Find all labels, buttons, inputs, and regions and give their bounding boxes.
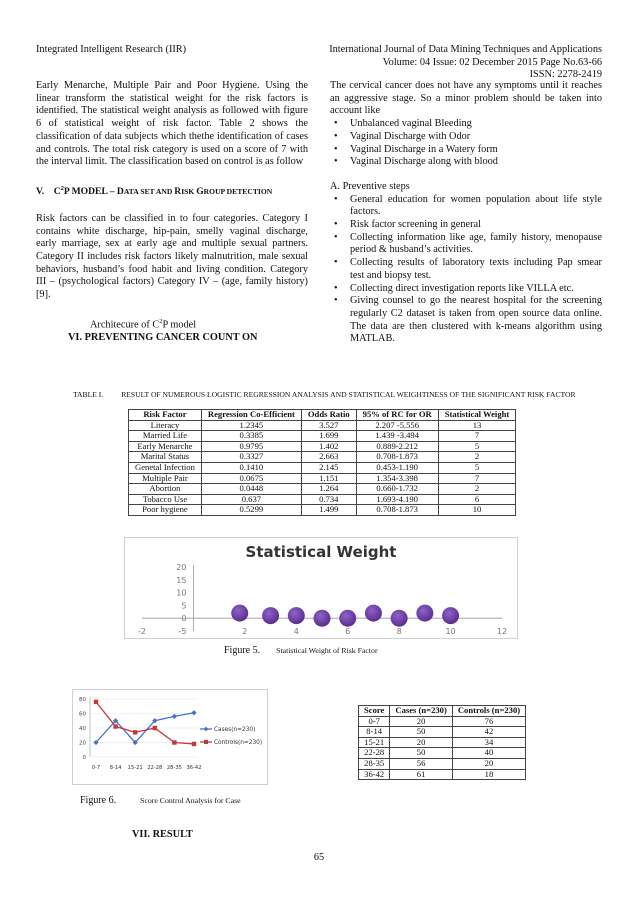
table-1-caption (73, 390, 576, 399)
table-cell: 7 (438, 431, 516, 442)
symptom-item: • Vaginal Discharge with Odor (330, 131, 602, 144)
y-tick-label: -5 (178, 627, 187, 636)
table-cell: 1.354-3.398 (356, 473, 438, 484)
table-cell: 42 (452, 727, 525, 738)
x-tick-label: 2 (242, 627, 248, 636)
figure-5-label: Figure 5. (224, 645, 261, 656)
table-cell: 0.3385 (201, 431, 301, 442)
chart-title: Statistical Weight (245, 543, 397, 561)
preventive-step-item: • Collecting information like age, family history, menopause period & husband’s activities. (330, 232, 602, 257)
journal-header (329, 44, 602, 82)
table-cell: 36-42 (359, 769, 390, 780)
table-cell: Abortion (129, 484, 202, 495)
table-cell: 1.439 -3.494 (356, 431, 438, 442)
table-cell: 0.9795 (201, 441, 301, 452)
table-cell: 2.207 -5.556 (356, 420, 438, 431)
table-row (129, 462, 516, 473)
data-point (288, 607, 305, 624)
table-cell: 1.151 (301, 473, 356, 484)
table-cell: 1.699 (301, 431, 356, 442)
y-tick-label: 0 (82, 755, 86, 761)
risk-factor-table (128, 409, 516, 516)
table-cell: 0.734 (301, 494, 356, 505)
data-point (365, 605, 382, 622)
table-cell: Genetal Infection (129, 462, 202, 473)
table-cell: 20 (390, 716, 452, 727)
data-point (442, 607, 459, 624)
table-row (129, 484, 516, 495)
journal-short-name: Integrated Intelligent Research (IIR) (36, 44, 187, 55)
table-row (129, 473, 516, 484)
preventive-steps-list (330, 194, 602, 346)
table-header-row (129, 410, 516, 421)
section-5-r: R (174, 186, 182, 198)
right-column (330, 80, 602, 346)
table-row (129, 494, 516, 505)
data-point (339, 610, 356, 627)
preventive-step-item: • Collecting direct investigation reports like VILLA etc. (330, 283, 602, 296)
x-tick-label: 28-35 (166, 765, 182, 771)
table-cell: 28-35 (359, 758, 390, 769)
table-cell: 1.499 (301, 505, 356, 516)
data-point (262, 607, 279, 624)
table-cell: 7 (438, 473, 516, 484)
figure-5-title: Statistical Weight of Risk Factor (276, 646, 378, 655)
x-tick-label: 36-42 (186, 765, 202, 771)
symptom-item: • Vaginal Discharge along with blood (330, 156, 602, 169)
table-header-cell: 95% of RC for OR (356, 410, 438, 421)
left-paragraph-2: Risk factors can be classified in to four categories. Category I contains white discharge, hip-pain, smelly vaginal discharge, early marriage, sex at early age and multiple sexual partners. Category II includes risk factors likely malnutrition, male sexual behaviors, husband’s food habit and living condition. Category III – (psychological factors) Category IV – (age, family history)[9]. (36, 212, 308, 301)
table-row (359, 727, 526, 738)
table-cell: 0-7 (359, 716, 390, 727)
section-6-heading: VI. PREVENTING CANCER COUNT ON (68, 331, 258, 343)
table-cell: 0.708-1.873 (356, 452, 438, 463)
data-point (416, 605, 433, 622)
table-row (359, 748, 526, 759)
table-cell: 2.663 (301, 452, 356, 463)
y-tick-label: 40 (79, 726, 86, 732)
preventive-step-item: • Giving counsel to go the nearest hospital for the screening regularly C2 dataset is taken from open source data online. The data are then clustered with k-means algorithm using MATLAB. (330, 295, 602, 346)
y-tick-label: 80 (79, 697, 86, 703)
table-cell: 1.402 (301, 441, 356, 452)
architecture-caption-b: P model (162, 319, 197, 331)
table-row (359, 758, 526, 769)
table-cell: 0.708-1.873 (356, 505, 438, 516)
table-header-cell: Statistical Weight (438, 410, 516, 421)
legend-marker (204, 740, 208, 744)
architecture-caption-a: Architecure of C (90, 319, 160, 331)
table-cell: Poor hygiene (129, 505, 202, 516)
table-cell: 2.145 (301, 462, 356, 473)
table-cell: 6 (438, 494, 516, 505)
y-tick-label: 60 (79, 711, 86, 718)
section-5-c: C (53, 186, 61, 198)
table-cell: 0.889-2.212 (356, 441, 438, 452)
y-tick-label: 0 (181, 614, 187, 624)
table-cell: 13 (438, 420, 516, 431)
table-row (129, 431, 516, 442)
data-point (231, 605, 248, 622)
table-cell: 0.0448 (201, 484, 301, 495)
table-row (129, 505, 516, 516)
section-5-sup: 2 (60, 184, 64, 192)
architecture-caption (36, 316, 308, 332)
preventive-step-item: • General education for women population about life style factors. (330, 194, 602, 219)
table-cell: 0.5299 (201, 505, 301, 516)
journal-issn: ISSN: 2278-2419 (529, 69, 602, 81)
x-tick-label: 10 (445, 627, 456, 636)
table-cell: 20 (390, 737, 452, 748)
legend-label: Controls(n=230) (214, 740, 263, 746)
table-cell: Multiple Pair (129, 473, 202, 484)
x-tick-label: 8 (396, 627, 402, 636)
data-point (133, 730, 137, 734)
y-tick-label: 15 (176, 575, 187, 585)
table-cell: 34 (452, 737, 525, 748)
table-header-cell: Odds Ratio (301, 410, 356, 421)
table-cell: 40 (452, 748, 525, 759)
right-paragraph-1: The cervical cancer does not have any symptoms until it reaches an aggressive stage. So a minor problem should be taken into account like (330, 80, 602, 117)
table-cell: 5 (438, 462, 516, 473)
statistical-weight-chart (124, 537, 518, 639)
architecture-caption-sup: 2 (159, 317, 163, 325)
table-header-cell: Regression Co-Efficient (201, 410, 301, 421)
y-tick-label: 10 (176, 588, 187, 598)
table-header-cell: Cases (n=230) (390, 706, 452, 717)
preventive-step-item: • Collecting results of laboratory texts including Pap smear test and biopsy test. (330, 257, 602, 282)
table-cell: 76 (452, 716, 525, 727)
x-tick-label: 6 (345, 627, 351, 636)
table-row (129, 420, 516, 431)
y-tick-label: 5 (181, 601, 187, 611)
figure-5-caption (224, 645, 378, 656)
data-point (113, 724, 117, 728)
table-row (129, 452, 516, 463)
table-row (359, 769, 526, 780)
table-row (129, 441, 516, 452)
table-cell: Married Life (129, 431, 202, 442)
section-7-heading: VII. RESULT (132, 829, 193, 840)
table-header-cell: Controls (n=230) (452, 706, 525, 717)
table-cell: 3.527 (301, 420, 356, 431)
x-tick-label: 4 (293, 627, 299, 636)
figure-6-label: Figure 6. (80, 795, 117, 806)
score-table (358, 705, 526, 780)
data-point (94, 700, 98, 704)
figure-6-title: Score Control Analysis for Case (140, 796, 241, 805)
table-cell: 50 (390, 748, 452, 759)
page-number: 65 (313, 852, 325, 863)
data-point (172, 740, 176, 744)
table-1-label: TABLE I. (73, 390, 104, 399)
x-tick-label: 12 (496, 627, 508, 636)
table-cell: 1.2345 (201, 420, 301, 431)
preventive-steps-heading: A. Preventive steps (330, 180, 410, 192)
table-cell: 1.264 (301, 484, 356, 495)
table-cell: 61 (390, 769, 452, 780)
section-5-g: G (196, 186, 204, 198)
section-5-model: P MODEL – D (63, 186, 124, 198)
table-row (359, 737, 526, 748)
table-cell: 20 (452, 758, 525, 769)
table-cell: 18 (452, 769, 525, 780)
table-header-cell: Score (359, 706, 390, 717)
symptom-item: • Unbalanced vaginal Bleeding (330, 118, 602, 131)
risk-factor-table-body (129, 420, 516, 515)
table-cell: 0.1410 (201, 462, 301, 473)
x-tick-label: -2 (138, 627, 146, 636)
table-cell: 5 (438, 441, 516, 452)
x-tick-label: 15-21 (127, 765, 143, 771)
table-header-cell: Risk Factor (129, 410, 202, 421)
journal-title: International Journal of Data Mining Techniques and Applications (329, 44, 602, 55)
section-5-number: V. (36, 186, 45, 198)
table-cell: 22-28 (359, 748, 390, 759)
table-cell: Early Menarche (129, 441, 202, 452)
section-5-heading (36, 183, 308, 199)
score-table-body (359, 716, 526, 780)
data-point (192, 742, 196, 746)
score-control-chart (72, 689, 268, 785)
table-cell: Literacy (129, 420, 202, 431)
table-1-title: RESULT OF NUMEROUS LOGISTIC REGRESSION ANALYSIS AND STATISTICAL WEIGHTINESS OF THE SIGNIFICANT RISK FACTOR (121, 390, 576, 399)
table-cell: 1.693-4.190 (356, 494, 438, 505)
figure-6-caption (80, 795, 241, 806)
x-tick-label: 0-7 (91, 765, 101, 771)
legend-label: Cases(n=230) (214, 727, 256, 733)
symptom-item: • Vaginal Discharge in a Watery form (330, 144, 602, 157)
table-cell: 0.3327 (201, 452, 301, 463)
table-cell: 8-14 (359, 727, 390, 738)
table-cell: Tobacco Use (129, 494, 202, 505)
table-header-row (359, 706, 526, 717)
y-tick-label: 20 (176, 563, 187, 572)
table-cell: 50 (390, 727, 452, 738)
table-row (359, 716, 526, 727)
table-cell: 0.660-1.732 (356, 484, 438, 495)
table-cell: 2 (438, 452, 516, 463)
left-column (36, 80, 308, 345)
y-tick-label: 20 (79, 740, 86, 747)
table-cell: 0.637 (201, 494, 301, 505)
table-cell: 15-21 (359, 737, 390, 748)
symptom-list (330, 118, 602, 169)
table-cell: Marital Status (129, 452, 202, 463)
left-paragraph-1: Early Menarche, Multiple Pair and Poor Hygiene. Using the linear transform the statistical weight for the risk factors is identified. The statistical weight analysis as followed with figure 6 of statistical weight of risk factor. Table 2 shows the classification of data subjects which thethe identification of cases and controls. The total risk category is used on a score of 7 with the interval limit. The classification based on control is as follow (36, 80, 308, 168)
data-point (153, 726, 157, 730)
table-cell: 56 (390, 758, 452, 769)
data-point (391, 610, 408, 627)
preventive-step-item: • Risk factor screening in general (330, 219, 602, 232)
table-cell: 2 (438, 484, 516, 495)
section-5-sc1: ATA SET AND (123, 187, 175, 197)
data-point (314, 610, 331, 627)
x-tick-label: 22-28 (147, 765, 163, 771)
journal-volume: Volume: 04 Issue: 02 December 2015 Page No.63-66 (382, 56, 602, 68)
x-tick-label: 8-14 (109, 765, 122, 771)
table-cell: 10 (438, 505, 516, 516)
section-5-sc2: ISK (181, 187, 197, 197)
section-5-sc3: ROUP DETECTION (203, 187, 273, 197)
table-cell: 0.453-1.190 (356, 462, 438, 473)
table-cell: 0.0675 (201, 473, 301, 484)
